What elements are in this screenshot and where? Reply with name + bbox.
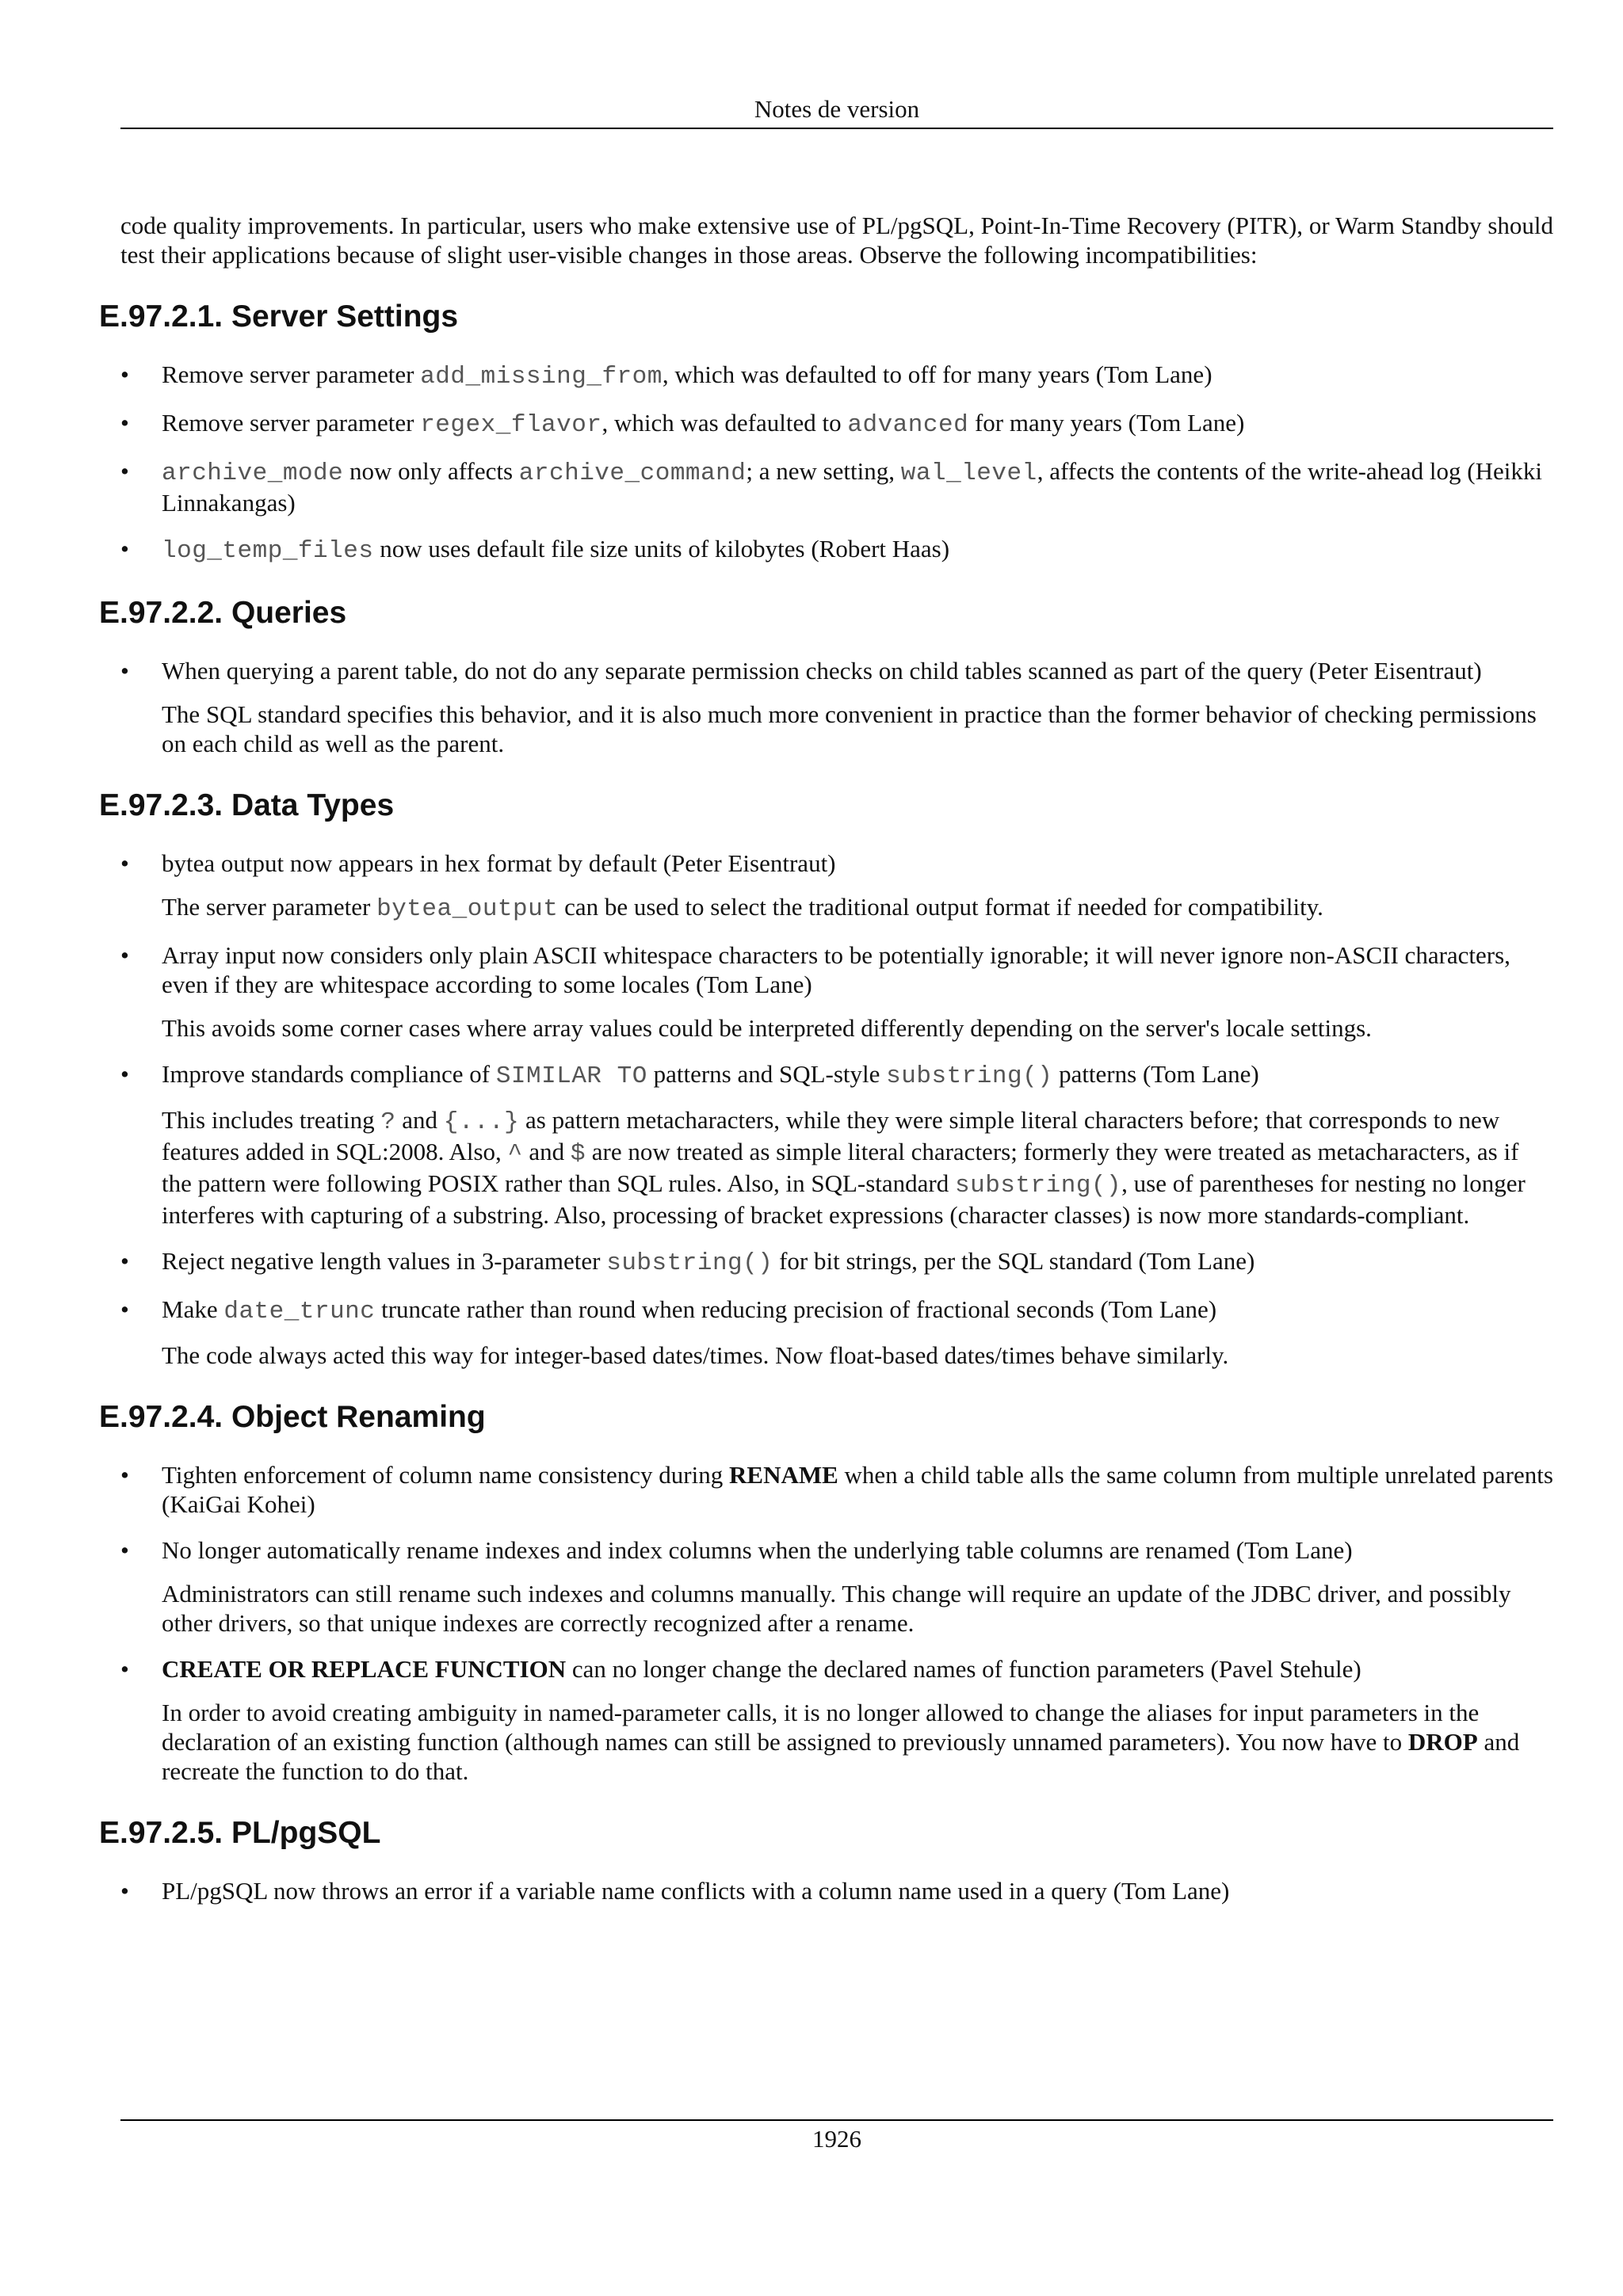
inline-code: substring() xyxy=(955,1172,1122,1199)
list-item xyxy=(120,656,1553,758)
text-run: code quality improvements. In particular, users who make extensive use of PL/pgSQL, Point-In-Time Recovery (PITR), or Warm Standby should test their applications because of slight user-visible changes in those areas. Observe the following incompatibilities: xyxy=(120,212,1553,269)
list-item xyxy=(120,360,1553,391)
item-text xyxy=(162,1246,1553,1278)
text-run: Remove server parameter xyxy=(162,409,421,437)
command-name: RENAME xyxy=(729,1461,838,1489)
item-text xyxy=(162,940,1553,999)
item-text xyxy=(162,849,1553,878)
command-name: DROP xyxy=(1407,1728,1478,1756)
text-run: The code always acted this way for integer-based dates/times. Now float-based dates/times behave similarly. xyxy=(162,1341,1229,1369)
text-run: patterns (Tom Lane) xyxy=(1052,1060,1259,1088)
text-run: Array input now considers only plain ASCII whitespace characters to be potentially ignorable; it will never ignore non-ASCII characters, even if they are whitespace according to some locales (Tom Lane) xyxy=(162,941,1510,998)
text-run: Make xyxy=(162,1295,224,1323)
text-run: No longer automatically rename indexes and index columns when the underlying table columns are renamed (Tom Lane) xyxy=(162,1536,1353,1564)
section-heading: E.97.2.1. Server Settings xyxy=(99,299,459,334)
section-heading: E.97.2.4. Object Renaming xyxy=(99,1400,486,1434)
inline-code: advanced xyxy=(847,411,969,439)
item-text xyxy=(162,1535,1553,1565)
bullet-list xyxy=(120,1460,1553,1786)
list-item xyxy=(120,1654,1553,1786)
text-run: Administrators can still rename such indexes and columns manually. This change will require an update of the JDBC driver, and possibly other drivers, so that unique indexes are correctly recognized after a rename. xyxy=(162,1580,1511,1637)
item-note xyxy=(162,1698,1553,1786)
text-run: are now treated as simple literal characters; formerly they were treated as metacharacters, as if the pattern were following POSIX rather than SQL rules. Also, in SQL-standard xyxy=(162,1138,1519,1197)
command-name: CREATE OR REPLACE FUNCTION xyxy=(162,1655,567,1683)
running-header: Notes de version xyxy=(754,95,920,123)
item-text xyxy=(162,534,1553,566)
inline-code: regex_flavor xyxy=(420,411,602,439)
inline-code: archive_mode xyxy=(162,460,344,487)
list-item xyxy=(120,849,1553,924)
inline-code: {...} xyxy=(443,1108,520,1136)
text-run: can no longer change the declared names of function parameters (Pavel Stehule) xyxy=(566,1655,1361,1683)
intro-paragraph xyxy=(120,211,1553,269)
page-content xyxy=(99,211,1553,1922)
item-text xyxy=(162,1654,1553,1684)
section-heading: E.97.2.3. Data Types xyxy=(99,788,395,822)
item-text xyxy=(162,456,1553,517)
list-item xyxy=(120,1460,1553,1519)
inline-code: add_missing_from xyxy=(420,363,663,391)
inline-code: ? xyxy=(380,1108,396,1136)
text-run: and xyxy=(522,1138,571,1165)
text-run: Improve standards compliance of xyxy=(162,1060,496,1088)
inline-code: ^ xyxy=(507,1140,523,1168)
list-item xyxy=(120,1535,1553,1638)
text-run: now uses default file size units of kilobytes (Robert Haas) xyxy=(373,535,950,563)
list-item xyxy=(120,456,1553,517)
list-item xyxy=(120,1059,1553,1230)
text-run: The server parameter xyxy=(162,893,377,921)
text-run: , affects the contents of the write-ahead log (Heikki Linnakangas) xyxy=(162,457,1542,517)
footer-rule xyxy=(120,2119,1553,2121)
inline-code: substring() xyxy=(606,1249,773,1277)
inline-code: SIMILAR TO xyxy=(495,1062,647,1090)
inline-code: $ xyxy=(570,1140,586,1168)
bullet-list xyxy=(120,849,1553,1370)
list-item xyxy=(120,1295,1553,1370)
text-run: , which was defaulted to xyxy=(601,409,848,437)
section-heading: E.97.2.5. PL/pgSQL xyxy=(99,1816,381,1850)
text-run: patterns and SQL-style xyxy=(647,1060,887,1088)
section-heading: E.97.2.2. Queries xyxy=(99,596,347,630)
item-note xyxy=(162,1105,1553,1230)
item-text xyxy=(162,1876,1553,1905)
text-run: can be used to select the traditional output format if needed for compatibility. xyxy=(558,893,1323,921)
text-run: ; a new setting, xyxy=(746,457,901,485)
list-item xyxy=(120,1246,1553,1278)
item-text xyxy=(162,1295,1553,1326)
inline-code: date_trunc xyxy=(223,1298,376,1325)
text-run: and xyxy=(395,1106,444,1134)
item-text xyxy=(162,1460,1553,1519)
text-run: Reject negative length values in 3-parameter xyxy=(162,1247,607,1275)
text-run: Remove server parameter xyxy=(162,360,421,388)
item-text xyxy=(162,656,1553,685)
text-run: when a child table alls the same column from multiple unrelated parents (KaiGai Kohei) xyxy=(162,1461,1553,1518)
list-item xyxy=(120,940,1553,1043)
text-run: This avoids some corner cases where array values could be interpreted differently depending on the server's locale settings. xyxy=(162,1014,1372,1042)
bullet-list xyxy=(120,656,1553,758)
inline-code: log_temp_files xyxy=(162,537,374,565)
text-run: In order to avoid creating ambiguity in named-parameter calls, it is no longer allowed to change the aliases for input parameters in the declaration of an existing function (although names can still be assigned to previously unnamed parameters). You now have to xyxy=(162,1699,1480,1756)
bullet-list xyxy=(120,360,1553,566)
item-note xyxy=(162,700,1553,758)
text-run: and recreate the function to do that. xyxy=(162,1728,1520,1785)
text-run: for bit strings, per the SQL standard (Tom Lane) xyxy=(773,1247,1255,1275)
text-run: This includes treating xyxy=(162,1106,381,1134)
text-run: now only affects xyxy=(343,457,519,485)
text-run: The SQL standard specifies this behavior, and it is also much more convenient in practice than the former behavior of checking permissions on each child as well as the parent. xyxy=(162,700,1537,757)
text-run: as pattern metacharacters, while they were simple literal characters before; that corresponds to new features added in SQL:2008. Also, xyxy=(162,1106,1500,1165)
inline-code: substring() xyxy=(886,1062,1053,1090)
text-run: truncate rather than round when reducing precision of fractional seconds (Tom Lane) xyxy=(375,1295,1217,1323)
list-item xyxy=(120,534,1553,566)
item-text xyxy=(162,408,1553,440)
inline-code: wal_level xyxy=(900,460,1037,487)
bullet-list xyxy=(120,1876,1553,1905)
header-rule xyxy=(120,128,1553,129)
list-item xyxy=(120,1876,1553,1905)
item-text xyxy=(162,1059,1553,1091)
text-run: , which was defaulted to off for many years (Tom Lane) xyxy=(662,360,1212,388)
page-number: 1926 xyxy=(812,2125,861,2153)
list-item xyxy=(120,408,1553,440)
text-run: Tighten enforcement of column name consistency during xyxy=(162,1461,729,1489)
text-run: When querying a parent table, do not do any separate permission checks on child tables scanned as part of the query (Peter Eisentraut) xyxy=(162,657,1482,685)
item-note xyxy=(162,892,1553,924)
text-run: for many years (Tom Lane) xyxy=(968,409,1245,437)
item-note xyxy=(162,1341,1553,1370)
text-run: bytea output now appears in hex format by default (Peter Eisentraut) xyxy=(162,849,836,877)
item-text xyxy=(162,360,1553,391)
inline-code: bytea_output xyxy=(376,895,559,923)
text-run: , use of parentheses for nesting no longer interferes with capturing of a substring. Also, processing of bracket expressions (character classes) is now more standards-compliant. xyxy=(162,1169,1526,1229)
item-note xyxy=(162,1579,1553,1638)
inline-code: archive_command xyxy=(518,460,747,487)
text-run: PL/pgSQL now throws an error if a variable name conflicts with a column name used in a query (Tom Lane) xyxy=(162,1877,1230,1905)
document-page xyxy=(99,0,1553,2296)
item-note xyxy=(162,1013,1553,1043)
